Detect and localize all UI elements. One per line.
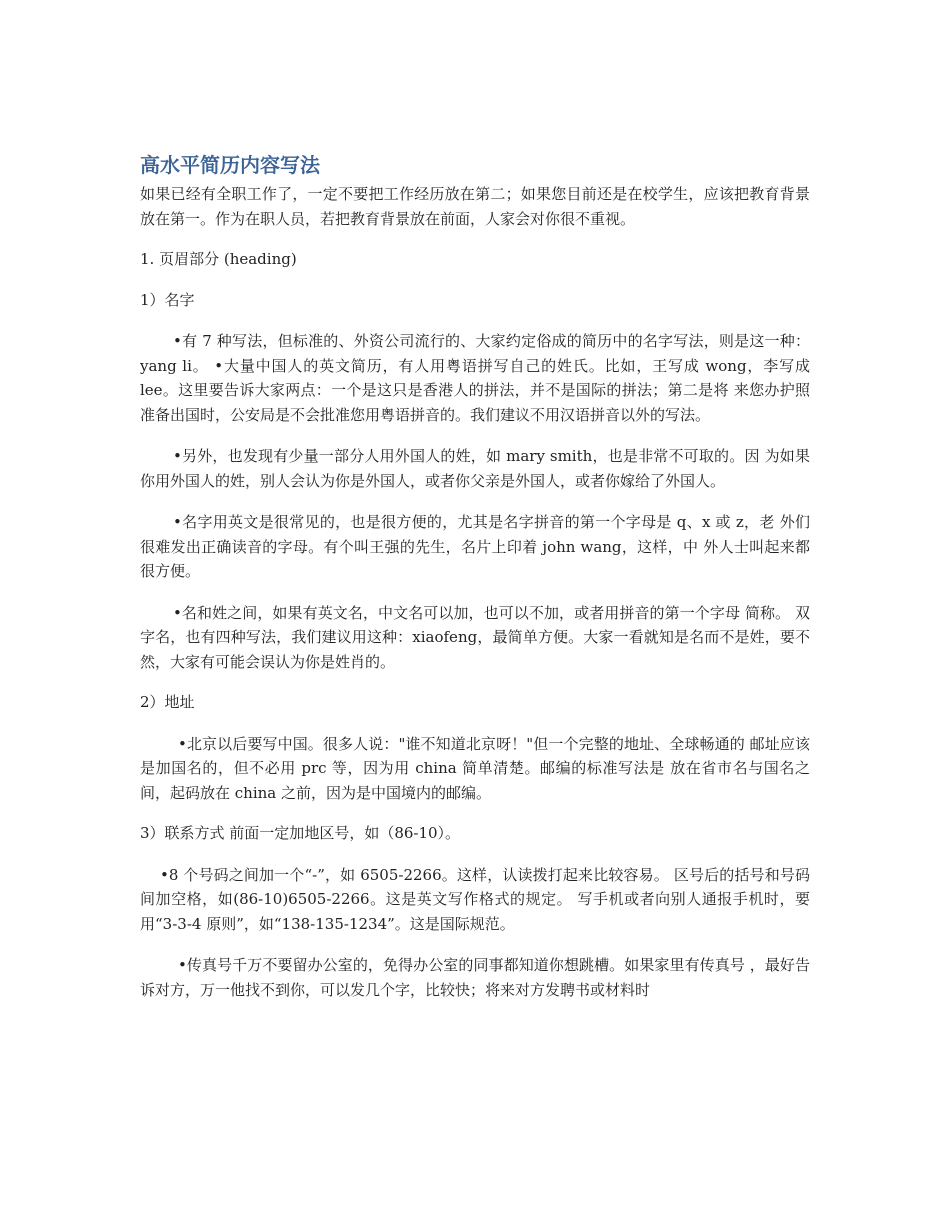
- section-heading: 1. 页眉部分 (heading): [140, 250, 297, 268]
- contact-paragraph-2: •传真号千万不要留办公室的，免得办公室的同事都知道你想跳槽。如果家里有传真号 ，最好告诉对方，万一他找不到你，可以发几个字，比较快；将来对方发聘书或材料时: [140, 956, 810, 999]
- address-paragraph: •北京以后要写中国。很多人说："谁不知道北京呀！"但一个完整的地址、全球畅通的 邮址应该是加国名的，但不必用 prc 等，因为用 china 简单清楚。邮编的标准写法是 放在省市名与国名之间，起码放在 china 之前，因为是中国境内的邮编。: [140, 734, 810, 802]
- contact-paragraph-1: •8 个号码之间加一个“-”，如 6505-2266。这样，认读拨打起来比较容易。 区号后的括号和号码间加空格，如(86-10)6505-2266。这是英文写作格式的规定。 写手机或者向别人通报手机时，要用“3-3-4 原则”，如“138-135-1234”。这是国际规范。: [140, 865, 810, 933]
- name-paragraph-4: •名和姓之间，如果有英文名，中文名可以加，也可以不加，或者用拼音的第一个字母 简称。 双字名，也有四种写法，我们建议用这种：xiaofeng，最简单方便。大家一看就知是名而不是姓，要不然，大家有可能会误认为你是姓肖的。: [140, 603, 810, 671]
- document-title: 高水平简历内容写法: [140, 153, 320, 177]
- document-body: [140, 150, 810, 1002]
- name-paragraph-2: •另外，也发现有少量一部分人用外国人的姓，如 mary smith，也是非常不可取的。因 为如果你用外国人的姓，别人会认为你是外国人，或者你父亲是外国人，或者你嫁给了外国人。: [140, 447, 810, 490]
- subheading-name: 1）名字: [140, 290, 195, 309]
- name-paragraph-3: •名字用英文是很常见的，也是很方便的，尤其是名字拼音的第一个字母是 q、x 或 z，老 外们很难发出正确读音的字母。有个叫王强的先生，名片上印着 john wang，这样，中 外人士叫起来都很方便。: [140, 513, 810, 580]
- intro-paragraph: 如果已经有全职工作了，一定不要把工作经历放在第二；如果您目前还是在校学生，应该把教育背景放在第一。作为在职人员，若把教育背景放在前面，人家会对你很不重视。: [140, 185, 810, 228]
- name-paragraph-1: •有 7 种写法，但标准的、外资公司流行的、大家约定俗成的简历中的名字写法，则是这一种：yang li。 •大量中国人的英文简历，有人用粤语拼写自己的姓氏。比如，王写成 wong，李写成 lee。这里要告诉大家两点：一个是这只是香港人的拼法，并不是国际的拼法；第二是将 来您办护照准备出国时，公安局是不会批准您用粤语拼音的。我们建议不用汉语拼音以外的写法。: [140, 332, 810, 424]
- subheading-address: 2）地址: [140, 693, 195, 711]
- subheading-contact: 3）联系方式 前面一定加地区号，如（86-10）。: [140, 824, 461, 842]
